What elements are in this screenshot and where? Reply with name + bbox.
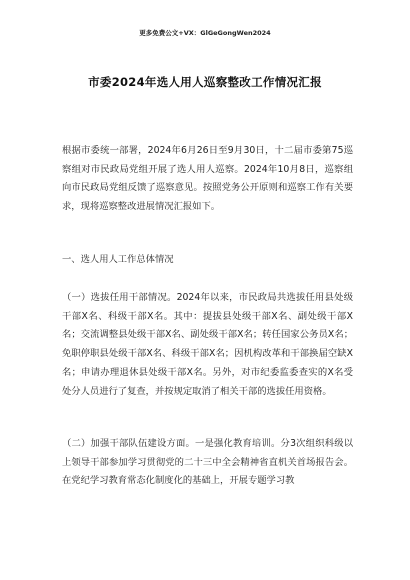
document-title: 市委2024年选人用人巡察整改工作情况汇报 bbox=[88, 75, 322, 89]
section-one-item-one: （一）选拔任用干部情况。2024年以来，市民政局共选拔任用县处级干部X名、科级干部X名。其中：提拔县处级干部X名、副处级干部X名；交流调整县处级干部X名、副处级干部X名；转任国家公务员X名；免职停职县处级干部X名、科级干部X名；因机构改革和干部换届空缺X名；申请办理退休县处级干部X名。另外，对市纪委监委查实的X名受处分人员进行了复查，并按规定取消了相关干部的选拔任用资格。 bbox=[62, 292, 353, 397]
section-one-item-two: （二）加强干部队伍建设方面。一是强化教育培训。分3次组织科级以上领导干部参加学习贯彻党的二十三中全会精神省直机关首场报告会。在党纪学习教育常态化制度化的基础上，开展专题学习教 bbox=[62, 438, 353, 487]
header-note: 更多免费公文+VX：GlGeGongWen2024 bbox=[139, 29, 271, 37]
intro-paragraph: 根据市委统一部署，2024年6月26日至9月30日，十二届市委第75巡察组对市民政局党组开展了选人用人巡察。2024年10月8日，巡察组向市民政局党组反馈了巡察意见。按照党务公开原则和巡察工作有关要求，现将巡察整改进展情况汇报如下。 bbox=[62, 145, 353, 213]
section-one-heading: 一、选人用人工作总体情况 bbox=[62, 254, 174, 265]
